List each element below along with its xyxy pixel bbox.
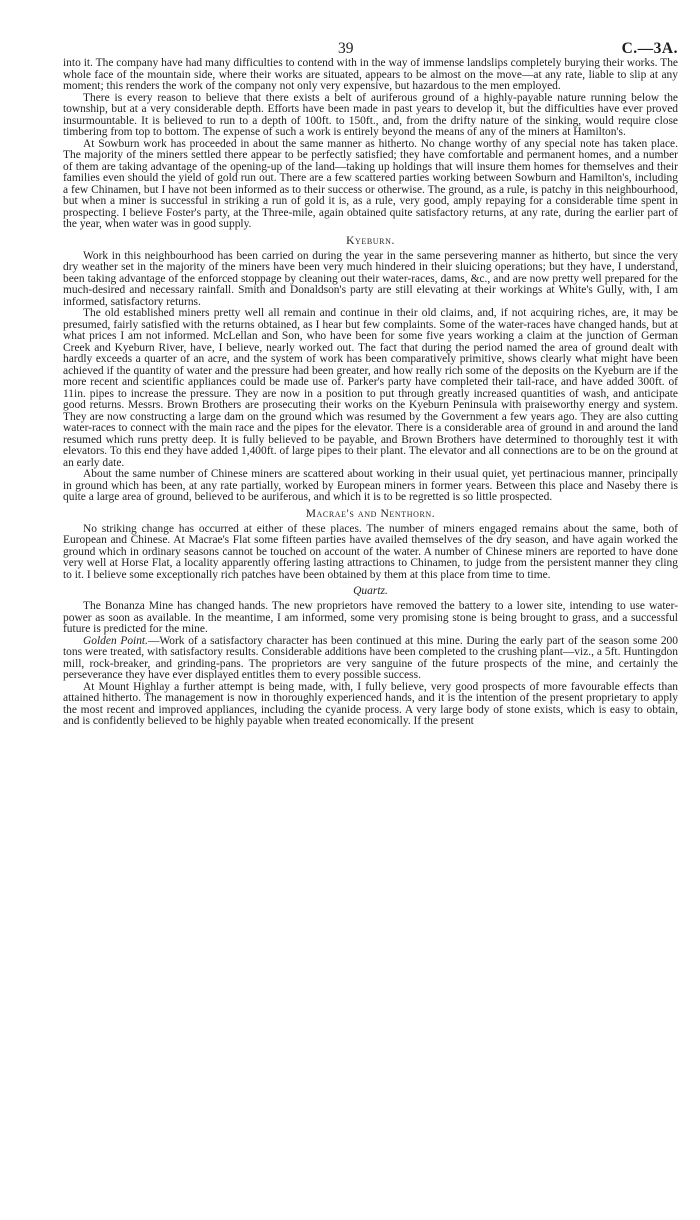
paragraph-bonanza: The Bonanza Mine has changed hands. The new proprietors have removed the battery to a lower site, intending to use water-power as soon as available. In the meantime, I am informed, some very promising stone is being brought to grass, and a successful future is predicted for the mine. xyxy=(63,600,678,635)
paragraph-macraes: No striking change has occurred at either of these places. The number of miners engaged remains about the same, both of European and Chinese. At Macrae's Flat some fifteen parties have availed themselves of the dry season, and have again worked the ground which in ordinary seasons cannot be touched on account of the water. A number of Chinese miners are reported to have done very well at Horse Flat, a locality apparently offering lasting attractions to Chinamen, to judge from the persistent manner they cling to it. I believe some exceptionally rich patches have been obtained by them at this place from time to time. xyxy=(63,522,678,581)
paragraph-kyeburn-miners: The old established miners pretty well all remain and continue in their old claims, and, if not acquiring riches, are, it may be presumed, fairly satisfied with the returns obtained, as I hear but few complaints. Some of the water-races have changed hands, but at what prices I am not informed. McLellan and Son, who have been for some five years working a claim at the junction of German Creek and Kyeburn River, have, I believe, nearly worked out. The fact that during the period named the area of ground dealt with hardly exceeds a quarter of an acre, and the system of work has been comparatively primitive, shows clearly what might have been achieved if the quantity of water and the pressure had been greater, and how really rich some of the deposits on the Kyeburn are if the more recent and scientific appliances could be made use of. Parker's party have completed their tail-race, and have added 300ft. of 11in. pipes to increase the pressure. They are now in a position to put through greatly increased quantities of wash, and anticipate good returns. Messrs. Brown Brothers are prosecuting their works on the Kyeburn Peninsula with praiseworthy energy and system. They are now constructing a large dam on the ground which was resumed by the Government a few years ago. They are also cutting water-races to connect with the main race and the pipes for the elevator. There is a considerable area of ground in and around the land resumed which runs pretty deep. It is fully believed to be payable, and Brown Brothers have determined to thoroughly test it with elevators. To this end they have added 1,400ft. of large pipes to their plant. The elevator and all connections are to be on the ground at an early date. xyxy=(63,307,678,469)
page-number: 39 xyxy=(338,40,354,57)
document-reference: C.—3A. xyxy=(621,40,678,57)
section-heading-macraes: Macrae's and Nenthorn. xyxy=(305,507,436,520)
document-body xyxy=(63,58,678,728)
section-heading-quartz: Quartz. xyxy=(353,585,388,597)
section-heading-kyeburn: Kyeburn. xyxy=(346,234,395,247)
paragraph-kyeburn-work: Work in this neighbourhood has been carried on during the year in the same persevering manner as hitherto, but since the very dry weather set in the majority of the miners have been very much hindered in their sluicing operations; but they have, I understand, been taking advantage of the enforced stoppage by cleaning out their water-races, dams, &c., and are now pretty well prepared for the much-desired and necessary rainfall. Smith and Donaldson's party are still elevating at their workings at White's Gully, with, I am informed, satisfactory returns. xyxy=(63,249,678,308)
paragraph-mount-highlay: At Mount Highlay a further attempt is being made, with, I fully believe, very good prospects of more favourable effects than attained hitherto. The management is now in thoroughly experienced hands, and it is the intention of the present proprietary to apply the most recent and improved appliances, including the cyanide process. A very large body of stone exists, which is easy to obtain, and is confidently believed to be highly payable when treated economically. If the present xyxy=(63,680,678,727)
golden-point-text: —Work of a satisfactory character has been continued at this mine. During the early part of the season some 200 tons were treated, with satisfactory results. Considerable additions have been completed to the crushing plant—viz., a 5ft. Huntingdon mill, rock-breaker, and grinding-pans. The proprietors are very sanguine of the future prospects of the mine, and certainly the perseverance they have ever displayed entitles them to every possible success. xyxy=(63,634,678,681)
page-header xyxy=(63,0,678,58)
paragraph-sowburn: At Sowburn work has proceeded in about the same manner as hitherto. No change worthy of any special note has taken place. The majority of the miners settled there appear to be perfectly satisfied; they have comfortable and permanent homes, and a number of them are taking advantage of the opening-up of the land—taking up holdings that will insure them homes for themselves and their families even should the yield of gold run out. There are a few scattered parties working between Sowburn and Hamilton's, including a few Chinamen, but I have not been informed as to their success or otherwise. The ground, as a rule, is patchy in this neighbourhood, but when a miner is successful in striking a run of gold it is, as a rule, very good, amply repaying for a considerable time spent in prospecting. I believe Foster's party, at the Three-mile, again obtained quite satisfactory returns, at any rate, during the earlier part of the year, when water was in good supply. xyxy=(63,137,678,230)
paragraph-golden-point xyxy=(63,636,678,682)
paragraph-auriferous-belt: There is every reason to believe that there exists a belt of auriferous ground of a highly-payable nature running below the township, but at a very considerable depth. Efforts have been made in past years to develop it, but the difficulties have ever proved insurmountable. It is believed to run to a depth of 100ft. to 150ft., and, from the drifty nature of the sinking, would require close timbering from top to bottom. The expense of such a work is entirely beyond the means of any of the miners at Hamilton's. xyxy=(63,91,678,138)
paragraph-continuation: into it. The company have had many difficulties to contend with in the way of immense landslips completely burying their works. The whole face of the mountain side, where their works are situated, appears to be almost on the move—at any rate, liable to slip at any moment; this renders the work of the company not only very expensive, but hazardous to the men employed. xyxy=(63,57,678,92)
paragraph-kyeburn-chinese: About the same number of Chinese miners are scattered about working in their usual quiet, yet pertinacious manner, principally in ground which has been, at any rate partially, worked by European miners in former years. Between this place and Naseby there is quite a large area of ground, believed to be auriferous, and which it is to be regretted is so little prospected. xyxy=(63,468,678,503)
golden-point-lead: Golden Point. xyxy=(83,634,148,647)
